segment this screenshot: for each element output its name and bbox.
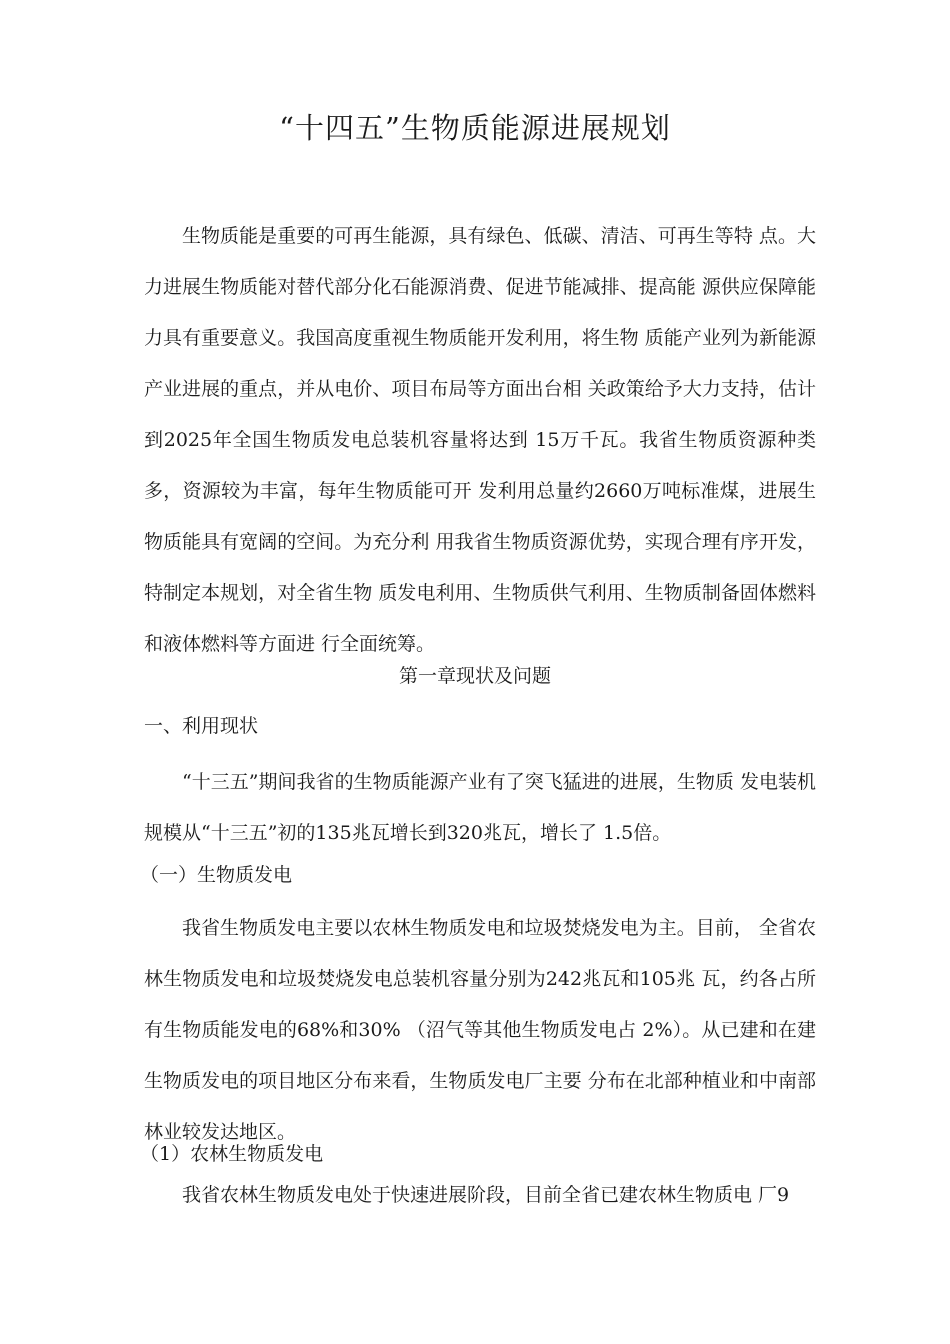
section-heading-usage-status: 一、利用现状 (144, 715, 259, 737)
page-title: “十四五”生物质能源进展规划 (279, 111, 671, 145)
item-heading-agri-forestry-power: （1）农林生物质发电 (140, 1143, 324, 1165)
intro-paragraph: 生物质能是重要的可再生能源，具有绿色、低碳、清洁、可再生等特 点。大力进展生物质能对替代部分化石能源消费、促进节能减排、提高能 源供应保障能力具有重要意义。我国高度重视生物质能开发利用，将生物 质能产业列为新能源产业进展的重点，并从电价、项目布局等方面出台相 关政策给予大力支持，估计到2025年全国生物质发电总装机容量将达到 15万千瓦。我省生物质资源种类多，资源较为丰富，每年生物质能可开 发利用总量约2660万吨标准煤，进展生物质能具有宽阔的空间。为充分利 用我省生物质资源优势，实现合理有序开发，特制定本规划，对全省生物 质发电利用、生物质供气利用、生物质制备固体燃料和液体燃料等方面进 行全面统筹。 (144, 225, 816, 655)
biomass-power-paragraph: 我省生物质发电主要以农林生物质发电和垃圾焚烧发电为主。目前， 全省农林生物质发电和垃圾焚烧发电总装机容量分别为242兆瓦和105兆 瓦，约各占所有生物质能发电的68%和30% （沼气等其他生物质发电占 2%）。从已建和在建生物质发电的项目地区分布来看，生物质发电厂主要 分布在北部种植业和中南部林业较发达地区。 (144, 917, 816, 1143)
usage-status-paragraph: “十三五”期间我省的生物质能源产业有了突飞猛进的进展，生物质 发电装机规模从“十三五”初的135兆瓦增长到320兆瓦，增长了 1.5倍。 (144, 771, 816, 844)
chapter-title: 第一章现状及问题 (398, 665, 551, 687)
subsection-heading-biomass-power: （一）生物质发电 (140, 864, 293, 886)
agri-forestry-power-paragraph: 我省农林生物质发电处于快速进展阶段，目前全省已建农林生物质电 厂9 (182, 1184, 790, 1206)
